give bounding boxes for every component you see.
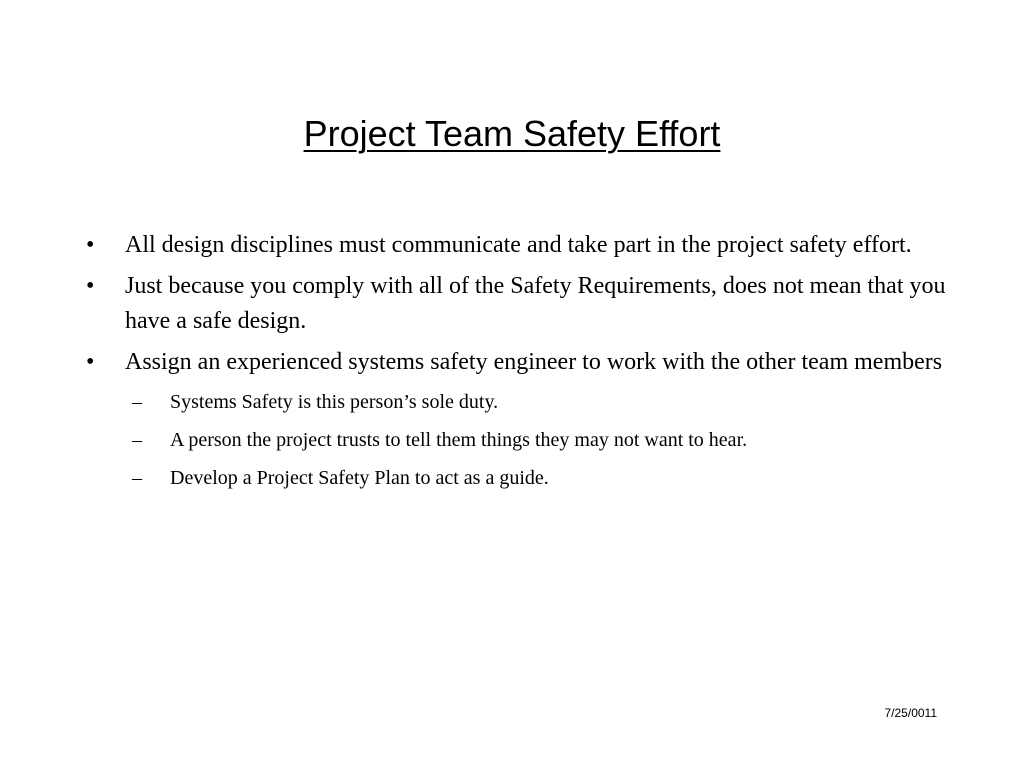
bullet-item (86, 228, 946, 263)
sub-bullet-item (86, 424, 946, 456)
bullet-marker: • (86, 273, 95, 299)
bullet-marker: • (86, 232, 95, 258)
bullet-text: All design disciplines must communicate and take part in the project safety effort. (125, 232, 912, 258)
slide-title-text: Project Team Safety Effort (303, 113, 721, 154)
sub-bullet-marker: – (132, 391, 142, 413)
sub-bullet-text: A person the project trusts to tell them things they may not want to hear. (170, 429, 748, 451)
sub-bullet-list (86, 386, 946, 494)
sub-bullet-marker: – (132, 429, 142, 451)
bullet-list (86, 228, 946, 500)
bullet-text: Assign an experienced systems safety engineer to work with the other team members (125, 349, 943, 375)
bullet-text: Just because you comply with all of the Safety Requirements, does not mean that you have a safe design. (125, 273, 946, 334)
sub-bullet-marker: – (132, 467, 142, 489)
sub-bullet-item (86, 462, 946, 494)
sub-bullet-text: Develop a Project Safety Plan to act as a guide. (170, 467, 549, 489)
slide-title (0, 112, 1024, 156)
bullet-item (86, 345, 946, 380)
sub-bullet-text: Systems Safety is this person’s sole duty. (170, 391, 499, 413)
bullet-marker: • (86, 349, 95, 375)
sub-bullet-item (86, 386, 946, 418)
footer-date: 7/25/0011 (884, 706, 937, 720)
bullet-item (86, 269, 946, 339)
